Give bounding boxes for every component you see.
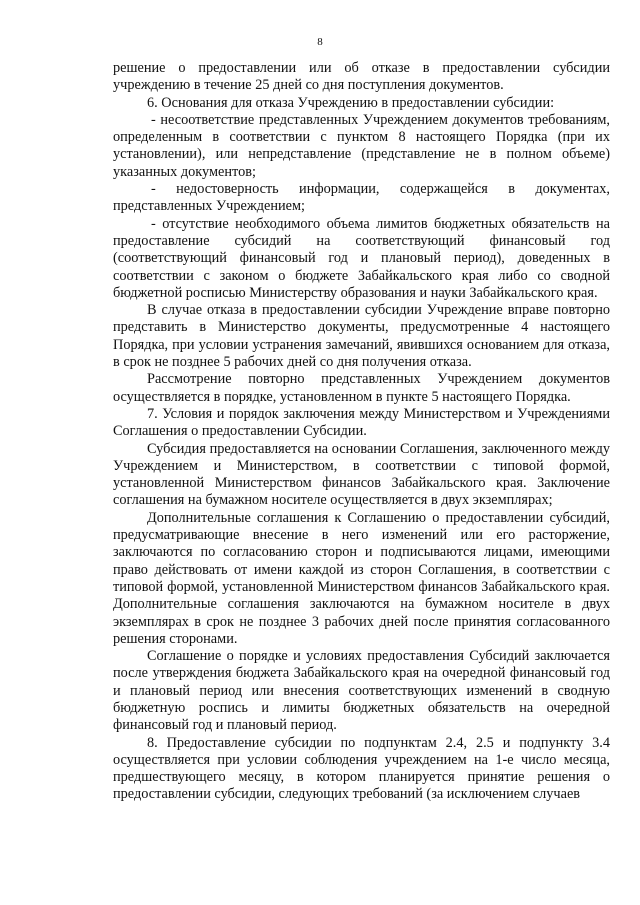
- list-item-paragraph: - несоответствие представленных Учреждением документов требованиям, определенным в соответствии с пунктом 8 настоящего Порядка (при их установлении), или непредставление (представление не в полном объеме) указанных документов;: [113, 111, 610, 180]
- paragraph: 8. Предоставление субсидии по подпунктам 2.4, 2.5 и подпункту 3.4 осуществляется при условии соблюдения учреждением на 1-е число месяца, предшествующего месяцу, в котором планируется принятие решения о предоставлении субсидии, следующих требований (за исключением случаев: [113, 734, 610, 803]
- paragraph: В случае отказа в предоставлении субсидии Учреждение вправе повторно представить в Министерство документы, предусмотренные 4 настоящего Порядка, при условии устранения замечаний, явившихся основанием для отказа, в срок не позднее 5 рабочих дней со дня получения отказа.: [113, 302, 610, 371]
- paragraph: Субсидия предоставляется на основании Соглашения, заключенного между Учреждением и Министерством, в соответствии с типовой формой, установленной Министерством финансов Забайкальского края. Заключение соглашения на бумажном носителе осуществляется в двух экземплярах;: [113, 440, 610, 509]
- paragraph: Дополнительные соглашения к Соглашению о предоставлении субсидий, предусматривающие внесение в него изменений или его расторжение, заключаются по согласованию сторон и подписываются лицами, имеющими право действовать от имени каждой из сторон Соглашения, в соответствии с типовой формой, установленной Министерством финансов Забайкальского края. Дополнительные соглашения заключаются на бумажном носителе в двух экземплярах в срок не позднее 3 рабочих дней после принятия согласованного решения сторонами.: [113, 509, 610, 647]
- page-number: 8: [317, 36, 323, 48]
- list-item-paragraph: - недостоверность информации, содержащейся в документах, представленных Учреждением;: [113, 181, 610, 215]
- paragraph: Соглашение о порядке и условиях предоставления Субсидий заключается после утверждения бюджета Забайкальского края на очередной финансовый год и плановый период или внесения соответствующих изменений в сводную бюджетную роспись и лимиты бюджетных обязательств на очередной финансовый год и плановый период.: [113, 648, 610, 734]
- paragraph: 6. Основания для отказа Учреждению в предоставлении субсидии:: [147, 94, 555, 111]
- document-body: [113, 60, 610, 804]
- list-item-paragraph: - отсутствие необходимого объема лимитов бюджетных обязательств на предоставление субсидий на соответствующий финансовый год (соответствующий финансовый год и плановый период), доведенных в соответствии с законом о бюджете Забайкальского края либо со сводной бюджетной росписью Министерству образования и науки Забайкальского края.: [113, 215, 610, 301]
- paragraph: решение о предоставлении или об отказе в предоставлении субсидии учреждению в течение 25 дней со дня поступления документов.: [113, 60, 610, 94]
- paragraph: Рассмотрение повторно представленных Учреждением документов осуществляется в порядке, установленном в пункте 5 настоящего Порядка.: [113, 371, 610, 405]
- paragraph: 7. Условия и порядок заключения между Министерством и Учреждениями Соглашения о предоставлении Субсидии.: [113, 405, 610, 440]
